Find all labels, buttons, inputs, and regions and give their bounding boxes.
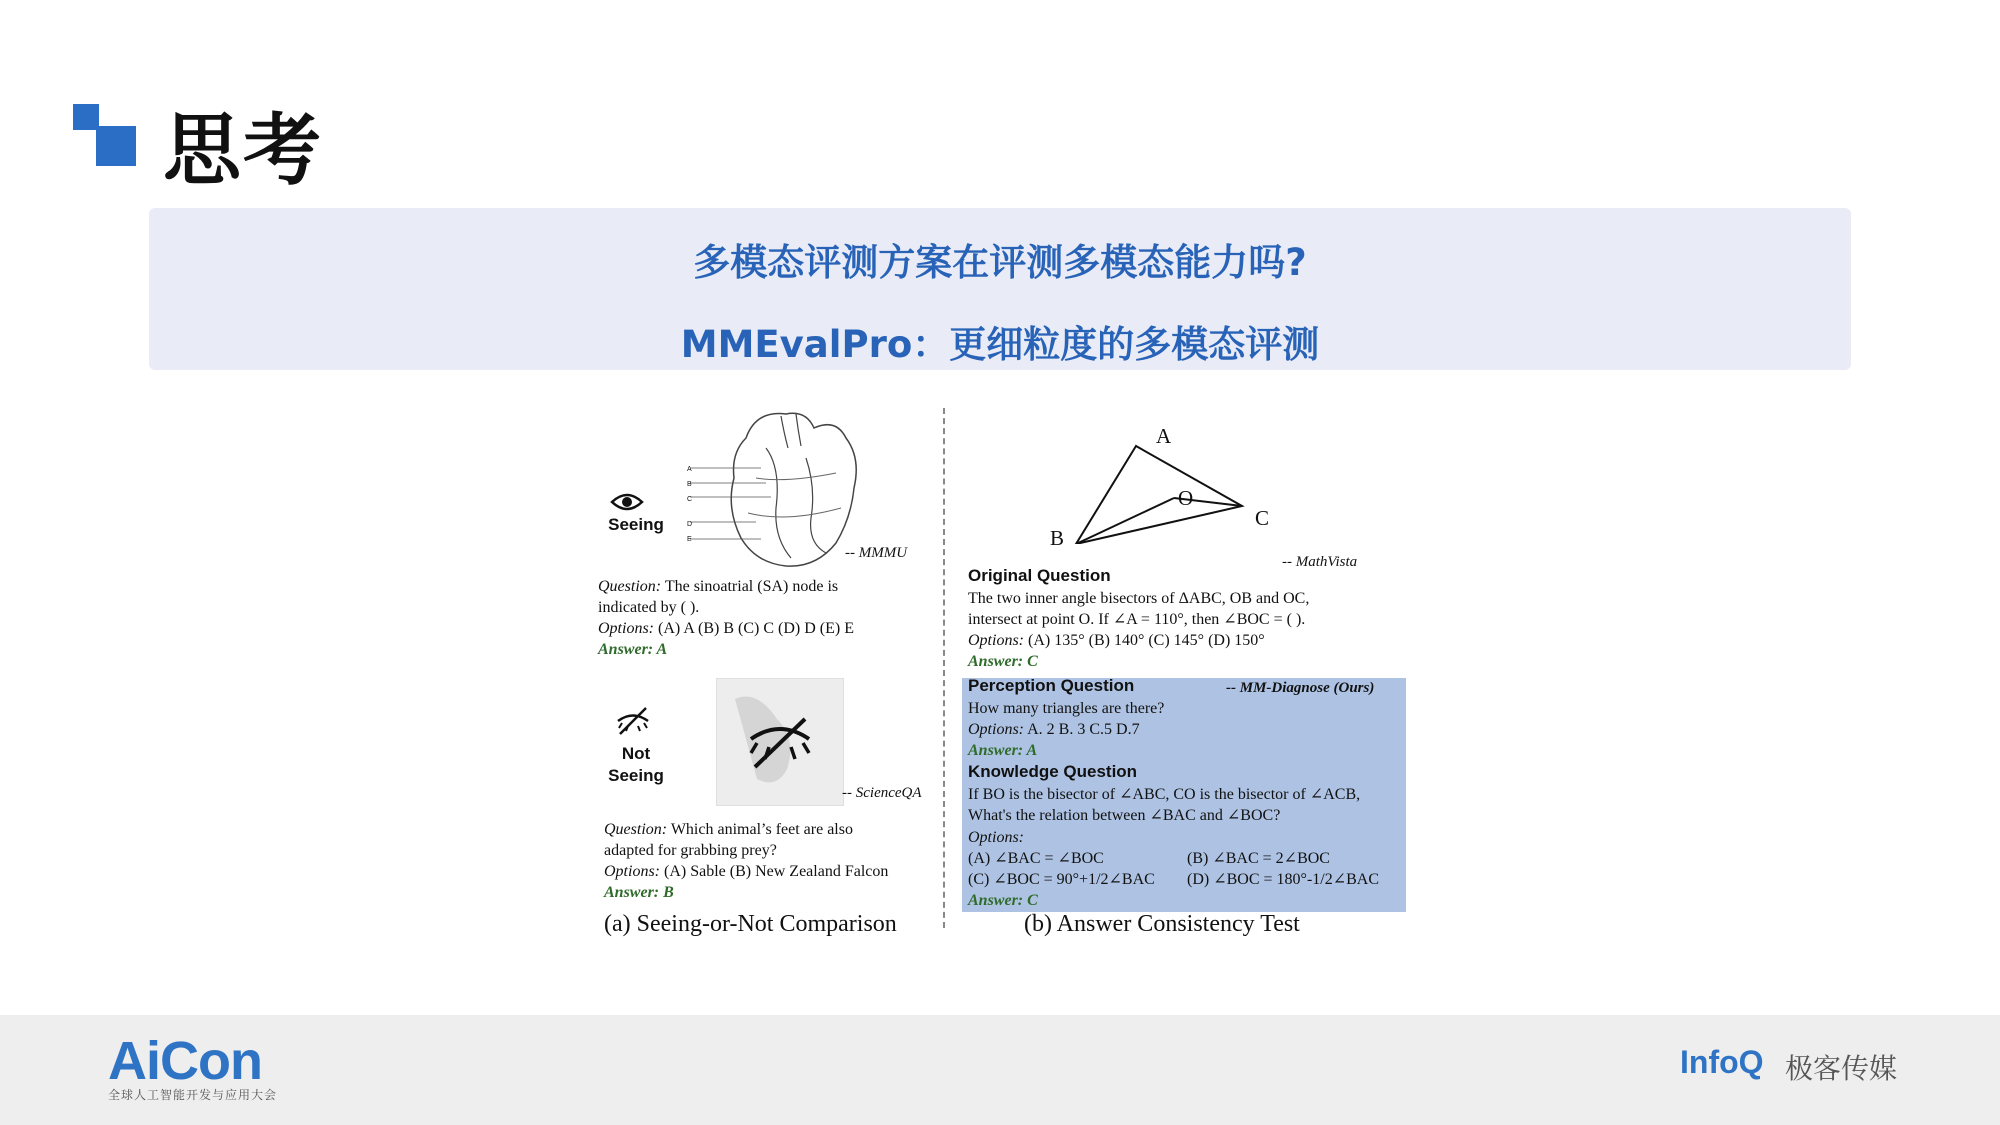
knowledge-line-2: What's the relation between ∠BAC and ∠BOC?	[968, 807, 1281, 824]
q2-answer: Answer: B	[604, 884, 674, 901]
infoq-logo: InfoQ	[1680, 1044, 1764, 1080]
mmevalpro-figure	[590, 404, 1410, 952]
knowledge-heading: Knowledge Question	[968, 762, 1138, 781]
knowledge-line-1: If BO is the bisector of ∠ABC, CO is the bisector of ∠ACB,	[968, 786, 1361, 803]
perception-answer: Answer: A	[968, 742, 1038, 759]
orig-line-1: The two inner angle bisectors of ΔABC, OB and OC,	[968, 590, 1310, 607]
source-ours: -- MM-Diagnose (Ours)	[1226, 680, 1375, 696]
source-mathvista: -- MathVista	[1282, 554, 1358, 570]
falcon-eye-slash-icon	[717, 679, 843, 805]
heart-letter: E	[687, 536, 692, 543]
not-seeing-label: Seeing	[608, 766, 664, 785]
q1-question-cont: indicated by ( ).	[598, 599, 700, 616]
original-question-heading: Original Question	[968, 566, 1111, 585]
heart-letter: A	[687, 466, 692, 473]
aicon-logo: AiCon	[108, 1031, 262, 1091]
perception-heading: Perception Question	[968, 676, 1135, 695]
geek-media-logo: 极客传媒	[1785, 1052, 1898, 1085]
vertex-o: O	[1178, 486, 1194, 510]
q2-options: Options: (A) Sable (B) New Zealand Falcon	[604, 863, 889, 880]
banner-question: 多模态评测方案在评测多模态能力吗?	[693, 241, 1307, 284]
seeing-label: Seeing	[608, 515, 664, 534]
heart-letter: D	[687, 521, 693, 528]
q1-options: Options: (A) A (B) B (C) C (D) D (E) E	[598, 620, 854, 637]
knowledge-options-label: Options:	[968, 829, 1024, 846]
q2-question-cont: adapted for grabbing prey?	[604, 842, 777, 859]
vertex-c: C	[1255, 506, 1270, 530]
knowledge-option-c: (C) ∠BOC = 90°+1/2∠BAC	[968, 871, 1155, 888]
perception-options: Options: A. 2 B. 3 C.5 D.7	[968, 721, 1140, 738]
masked-image	[716, 678, 844, 806]
not-label: Not	[621, 744, 651, 763]
orig-answer: Answer: C	[968, 653, 1038, 670]
aicon-subtitle: 全球人工智能开发与应用大会	[108, 1088, 278, 1102]
vertex-a: A	[1156, 424, 1172, 448]
orig-line-2: intersect at point O. If ∠A = 110°, then ∠BOC = ( ).	[968, 611, 1306, 628]
title-accent-icon	[73, 104, 135, 164]
knowledge-option-d: (D) ∠BOC = 180°-1/2∠BAC	[1187, 871, 1380, 888]
banner-answer: MMEvalPro：更细粒度的多模态评测	[680, 323, 1320, 366]
orig-options: Options: (A) 135° (B) 140° (C) 145° (D) 150°	[968, 632, 1265, 649]
heart-letter: B	[687, 481, 692, 488]
q2-question: Question: Which animal’s feet are also	[604, 821, 853, 838]
source-scienceqa: -- ScienceQA	[842, 785, 922, 801]
page-title: 思考	[163, 106, 324, 196]
knowledge-answer: Answer: C	[968, 892, 1038, 909]
q1-answer: Answer: A	[598, 641, 668, 658]
q1-question: Question: The sinoatrial (SA) node is	[598, 578, 839, 595]
panel-divider	[943, 408, 945, 928]
source-mmmu: -- MMMU	[845, 545, 908, 561]
perception-question: How many triangles are there?	[968, 700, 1165, 717]
eye-slash-icon	[616, 706, 650, 736]
question-banner	[149, 208, 1851, 370]
heart-letter: C	[687, 496, 693, 503]
knowledge-option-a: (A) ∠BAC = ∠BOC	[968, 850, 1104, 867]
knowledge-option-b: (B) ∠BAC = 2∠BOC	[1187, 850, 1330, 867]
caption-a: (a) Seeing-or-Not Comparison	[604, 911, 897, 937]
caption-b: (b) Answer Consistency Test	[1024, 911, 1300, 937]
vertex-b: B	[1050, 526, 1065, 550]
eye-icon	[610, 490, 644, 514]
heart-letter-list	[687, 462, 692, 547]
